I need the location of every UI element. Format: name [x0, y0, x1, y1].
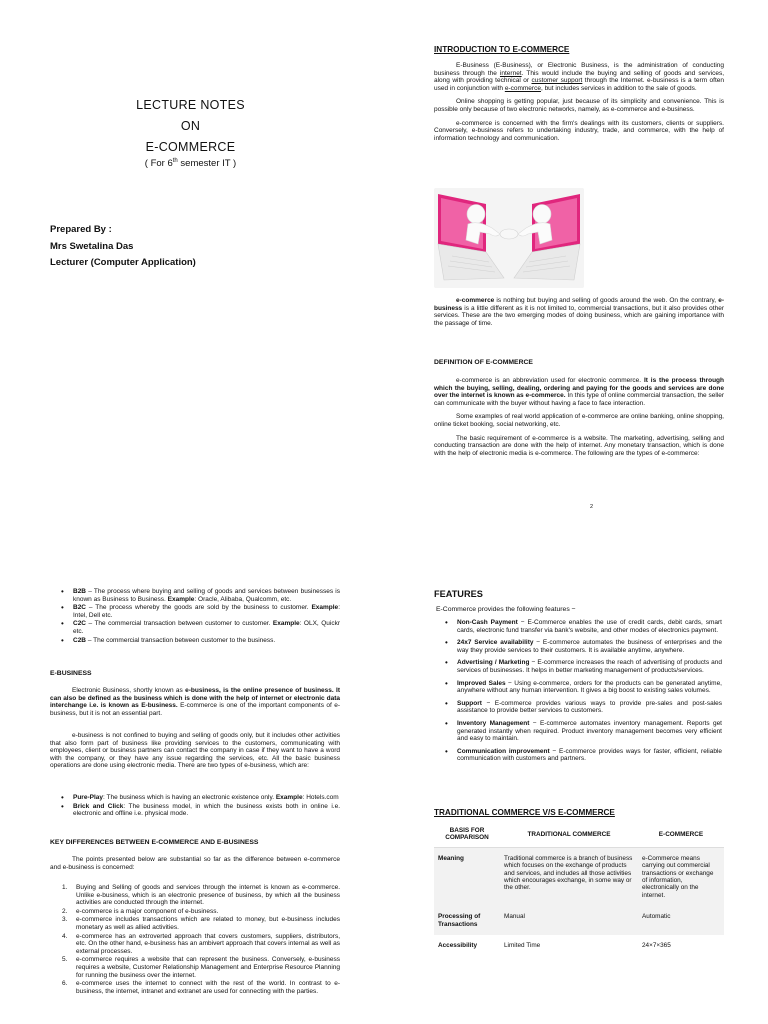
list-item: 5. e-commerce requires a website that can represent the business. Conversely, e-business requires a website, Customer Relationship Management and Enterprise Resource Planning for running the business over the internet. [62, 956, 340, 979]
title-line-2: ON [180, 119, 201, 133]
ebusiness-paragraph-1: Electronic Business, shortly known as e-business, is the online presence of business. It can also be defined as the business which is done with the help of internet or electronic data interchange i.e. is known as E-business. E-commerce is one of the important components of e-business, but it is not an essential part. [50, 687, 340, 717]
prepared-by-label: Prepared By : [50, 224, 112, 235]
internet-link[interactable]: internet [499, 69, 522, 77]
intro-paragraph-2: Online shopping is getting popular, just because of its simplicity and convenience. This is possible only because of two electronic networks, namely, as e-commerce and e-business. [434, 98, 724, 113]
comparison-table [434, 822, 724, 956]
page-number: 2 [590, 504, 594, 510]
author-position: Lecturer (Computer Application) [50, 257, 196, 268]
definition-paragraph-2: Some examples of real world application of e-commerce are online banking, online shopping, online ticket booking, social networking, etc. [434, 413, 724, 428]
table-row: Processing of Transactions Manual Automatic [434, 906, 724, 935]
features-intro: E-Commerce provides the following features − [436, 606, 576, 613]
ebusiness-type-brick-and-click: • Brick and Click: The business model, in which the business exists both in online i.e. electronic and offline i.e. physical mode. [58, 803, 340, 818]
column-header-ecommerce: E-COMMERCE [638, 822, 724, 847]
intro-heading: INTRODUCTION TO E-COMMERCE [434, 45, 570, 54]
feature-item-support: • Support − E-commerce provides various ways to provide pre-sales and post-sales assistance to provide better services to customers. [442, 700, 722, 715]
features-page [384, 512, 768, 1024]
definition-body [434, 377, 724, 463]
key-differences-heading: KEY DIFFERENCES BETWEEN E-COMMERCE AND E-BUSINESS [50, 839, 259, 846]
comparison-heading: TRADITIONAL COMMERCE V/S E-COMMERCE [434, 808, 615, 817]
features-heading: FEATURES [434, 589, 483, 599]
intro-body [434, 62, 724, 148]
feature-item-communication: • Communication improvement − E-commerce provides ways for faster, efficient, reliable communication with customers and partners. [442, 748, 722, 763]
title-line-1: LECTURE NOTES [136, 98, 245, 112]
ebusiness-type-pure-play: • Pure-Play: The business which is having an electronic existence only. Example: Hotels.com [58, 794, 340, 802]
ebusiness-paragraph-2: e-business is not confined to buying and selling of goods only, but it includes other activities that also form part of business like providing services to the customers, communicating with employees, client or business partners can contact the company in case if they want to have a word with the company, or they have any issue regarding the services, etc. All the basic business operations are done using electronic media. There are two types of e-business, which are: [50, 732, 340, 770]
title-line-3: E-COMMERCE [145, 140, 236, 154]
e-commerce-link[interactable]: e-commerce [504, 84, 541, 92]
table-header-row [434, 822, 724, 847]
feature-item-improved-sales: • Improved Sales − Using e-commerce, orders for the products can be generated anytime, anywhere without any human intervention. It gives a big boost to existing sales volumes. [442, 680, 722, 695]
features-list [442, 619, 722, 768]
intro-paragraph-4: e-commerce is nothing but buying and selling of goods around the web. On the contrary, e-business is a little different as it is not limited to, commercial transactions, but it also provides other services. These are the two emerging modes of doing business, which are gaining importance with the passage of time. [434, 297, 724, 327]
type-item-b2c: • B2C – The process whereby the goods are sold by the business to customer. Example: Intel, Dell etc. [58, 604, 340, 619]
handshake-laptops-illustration [434, 188, 584, 288]
intro-paragraph-1: E-Business (E-Business), or Electronic Business, is the administration of conducting business through the internet. This would include the buying and selling of goods and services, along with providing technical or customer support through the Internet. e-business is a term often used in conjunction with e-commerce, but includes services in addition to the sale of goods. [434, 62, 725, 92]
type-item-c2c: • C2C – The commercial transaction between customer to customer. Example: OLX, Quickr etc. [58, 620, 340, 635]
feature-item-24x7-service: • 24x7 Service availability − E-commerce automates the business of enterprises and the way they provide services to their customers. It is available anytime, anywhere. [442, 639, 722, 654]
feature-item-advertising: • Advertising / Marketing − E-commerce increases the reach of advertising of products and services of businesses. It helps in better marketing management of products/services. [442, 659, 722, 674]
feature-item-non-cash-payment: • Non-Cash Payment − E-Commerce enables the use of credit cards, debit cards, smart cards, electronic fund transfer via bank's website, and other modes of electronics payment. [442, 619, 722, 634]
ecommerce-types-list [58, 588, 340, 645]
definition-paragraph-1: e-commerce is an abbreviation used for electronic commerce. It is the process through which the buying, selling, dealing, ordering and paying for the goods and services are done over the internet is known as e-commerce. In this type of online commercial transaction, the seller can communicate with the buyer without having a face to face interaction. [434, 377, 724, 407]
definition-heading: DEFINITION OF E-COMMERCE [434, 359, 533, 366]
customer-support-link[interactable]: customer support [531, 77, 583, 85]
intro-page [384, 0, 768, 512]
list-item: 4. e-commerce has an extroverted approach that covers customers, suppliers, distributors, etc. On the other hand, e-business has an ambivert approach that covers internal as well as external processes. [62, 932, 340, 955]
ebusiness-page [0, 512, 384, 1024]
column-header-traditional: TRADITIONAL COMMERCE [500, 822, 638, 847]
table-row: Accessibility Limited Time 24×7×365 [438, 942, 671, 950]
type-item-b2b: • B2B – The process where buying and selling of goods and services between businesses is known as Business to Business. Example: Oracle, Alibaba, Qualcomm, etc. [58, 588, 340, 603]
list-item: 2. e-commerce is a major component of e-business. [62, 907, 219, 915]
title-block [88, 95, 293, 169]
type-item-c2b: • C2B – The commercial transaction between customer to the business. [58, 637, 340, 645]
feature-item-inventory-management: • Inventory Management − E-commerce automates inventory management. Reports get generated instantly when required. Product inventory management becomes very efficient and easy to maintain. [442, 720, 722, 743]
list-item: 6. e-commerce uses the internet to connect with the rest of the world. In contrast to e-business, the internet, intranet and extranet are used for connecting with the parties. [62, 980, 340, 995]
table-row: Meaning Traditional commerce is a branch of business which focuses on the exchange of products and services, and includes all those activities which encourages exchange, in some way or the other. e-Commerce means carrying out commercial transactions or exchange of information, electronically on the internet. [434, 847, 724, 906]
author-name: Mrs Swetalina Das [50, 240, 134, 252]
semester-subtitle: ( For 6th semester IT ) [144, 158, 237, 170]
title-page [0, 0, 384, 512]
list-item: 1. Buying and Selling of goods and services through the internet is known as e-commerce. Unlike e-business, which is an electronic presence of business, by which all the business activities are conducted through the internet. [62, 884, 340, 907]
column-header-basis: BASIS FOR COMPARISON [434, 822, 500, 847]
ebusiness-types-list [58, 794, 340, 819]
prepared-by-block [50, 222, 196, 272]
ebusiness-heading: E-BUSINESS [50, 670, 92, 677]
handshake-illustration-graphic [434, 188, 584, 288]
key-differences-list [62, 884, 340, 996]
list-item: 3. e-commerce includes transactions which are related to money, but e-business includes monetary as well as allied activities. [62, 916, 340, 931]
key-differences-intro: The points presented below are substantial so far as the difference between e-commerce and e-business is concerned: [50, 856, 340, 871]
intro-paragraph-3: e-commerce is concerned with the firm's dealings with its customers, clients or suppliers. Conversely, e-business refers to undertaking industry, trade, and commerce, with the help of information technology and communication. [434, 119, 724, 142]
definition-paragraph-3: The basic requirement of e-commerce is a website. The marketing, advertising, selling and conducting transaction are done with the help of internet. Any monetary transaction, which is done with the help of electronic media is e-commerce. The following are the types of e-commerce: [434, 434, 724, 457]
